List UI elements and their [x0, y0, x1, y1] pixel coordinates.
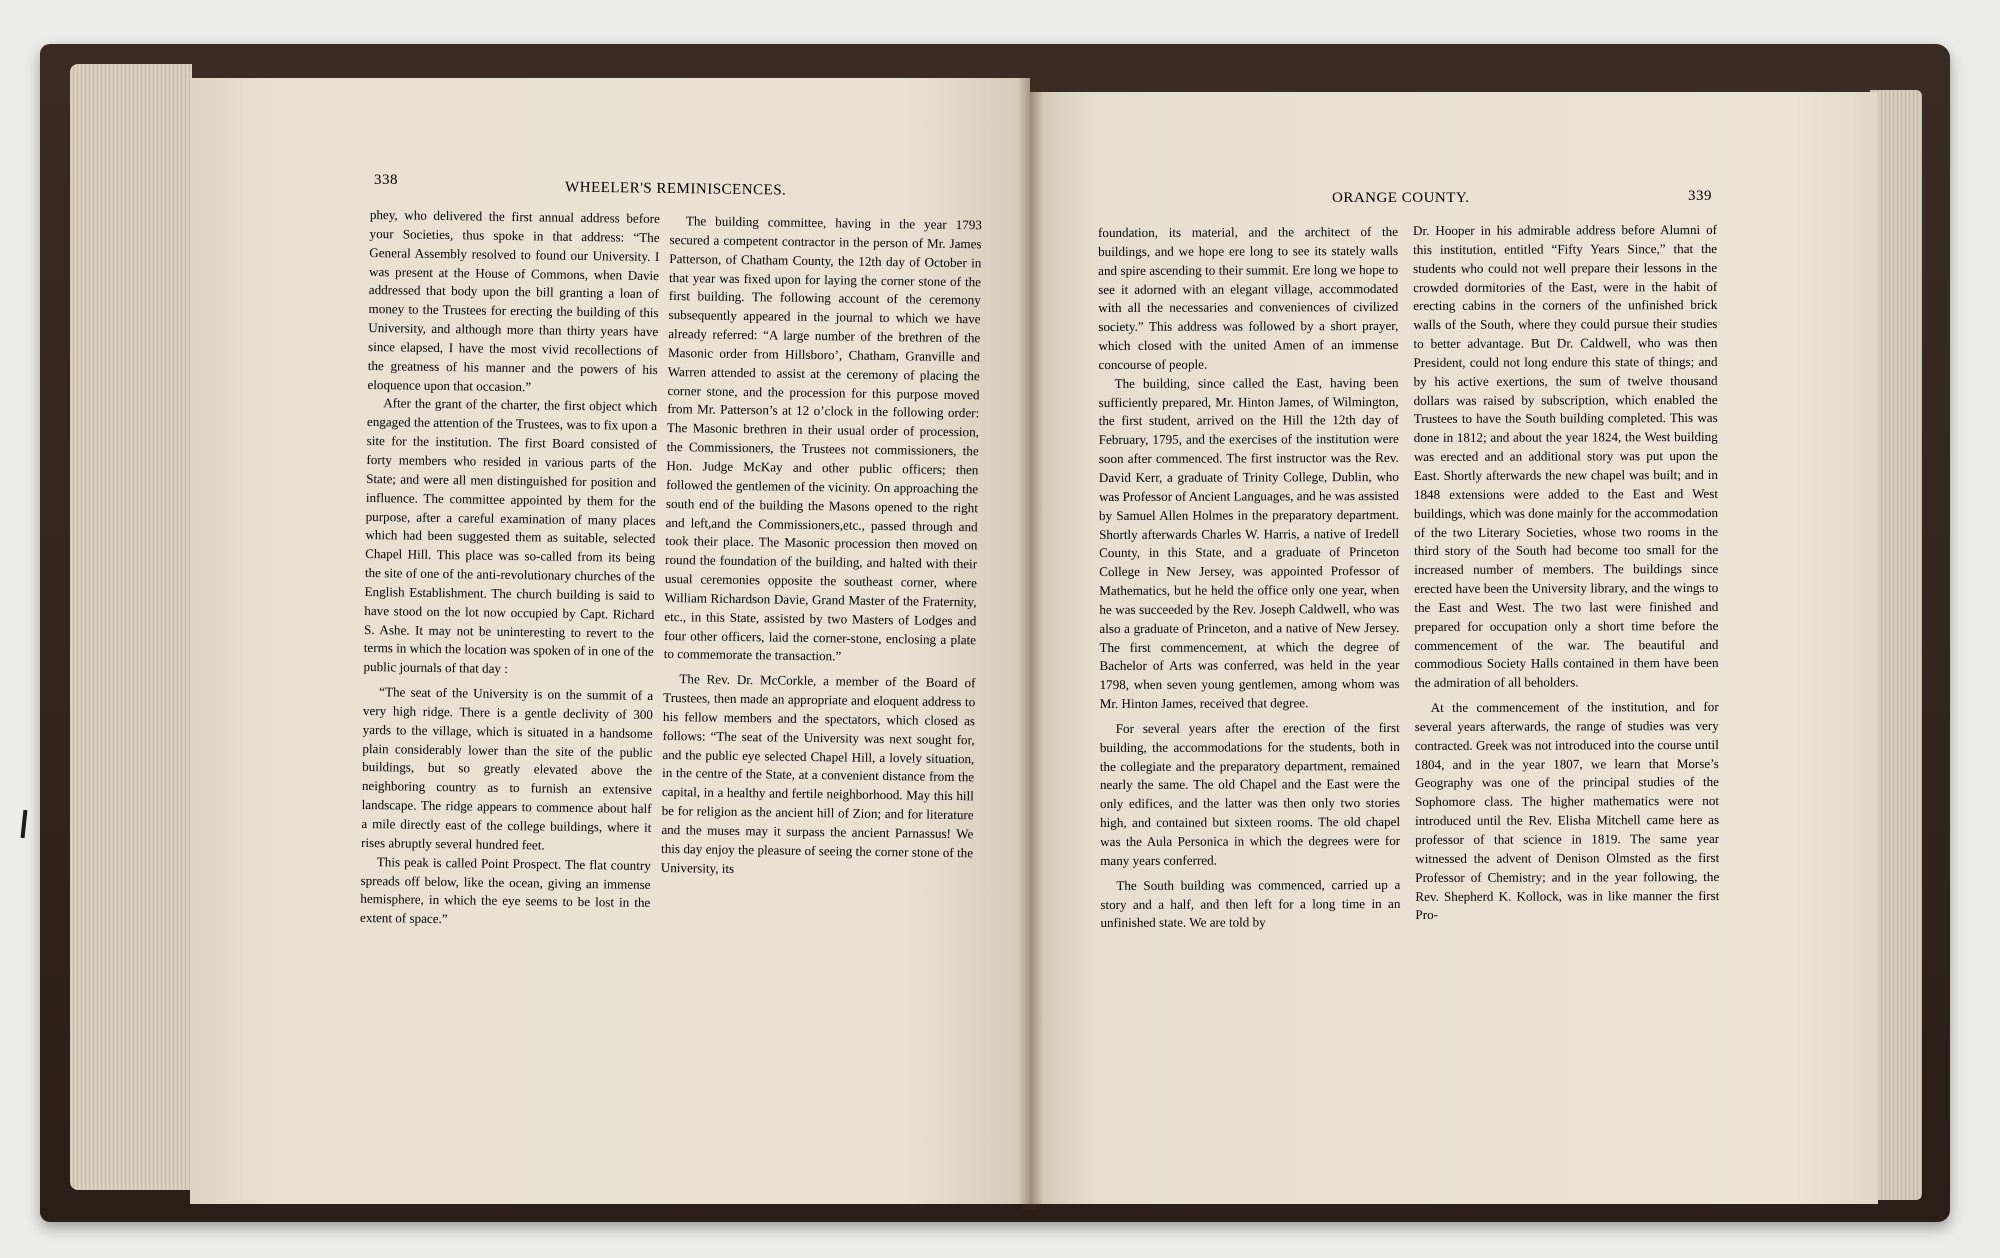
paragraph: This peak is called Point Prospect. The flat country spreads off below, like the ocean, giving an immense hemisphere, in which the eye seems to be lost in the extent of space.” [359, 853, 651, 927]
paragraph: The building committee, having in the year 1793 secured a competent contractor in the person of Mr. James Patterson, of Chatham County, the 12th day of October in that year was fixed upon for laying the corner stone of the first building. The following account of the ceremony subsequently appeared in the journal to which we have already referred: “A large number of the brethren of the Masonic order from Hillsboro’, Chatham, Granville and Warren attended to assist at the ceremony of placing the corner stone, and the procession for this purpose moved from Mr. Patterson’s at 12 o’clock in the following order: The Masonic brethren in their usual order of procession, the Commissioners, the Trustees not commissioners, the Hon. Judge McKay and other public officers; then followed the gentlemen of the vicinity. On approaching the south end of the building the Masons opened to the right and left,and the Commissioners,etc., passed through and took their place. The Masonic procession then moved on round the foundation of the building, and halted with their usual ceremonies opposite the southeast corner, where William Richardson Davie, Grand Master of the Fraternity, etc., in this State, assisted by two Masters of Lodges and four other officers, laid the corner-stone, enclosing a plate to commemorate the transaction.” [663, 213, 982, 664]
paragraph: foundation, its material, and the architect of the buildings, and we hope ere long to see its stately walls and spire ascending to their summit. Ere long we hope to see it adorned with an elegant village, accommodated with all the necessaries and conveniences of civilized society.” This address was followed by a short prayer, which closed with the united Amen of an immense concourse of people. [1098, 223, 1399, 372]
left-page-column-1 [360, 206, 660, 932]
left-running-title: WHEELER'S REMINISCENCES. [564, 179, 787, 199]
right-running-title: ORANGE COUNTY. [1332, 190, 1470, 206]
right-page-number: 339 [1688, 188, 1712, 204]
paragraph: The Rev. Dr. McCorkle, a member of the Board of Trustees, then made an appropriate and eloquent address to his fellow members and the spectators, which closed as follows: “The seat of the University was next sought for, and the public eye selected Chapel Hill, a lovely situation, in the centre of the State, at a convenient distance from the capital, in a healthy and fertile neighborhood. May this hill be for religion as the ancient hill of Zion; and for literature and the muses may it surpass the ancient Parnassus! We this day enjoy the pleasure of seeing the corner stone of the University, its [660, 671, 976, 876]
paragraph: At the commencement of the institution, and for several years afterwards, the range of studies was very contracted. Greek was not introduced into the course until 1804, and in the year 1807, we learn that Morse’s Geography was one of the principal studies of the Sophomore class. The higher mathematics were not introduced until the Rev. Elisha Mitchell came here as professor of that science in 1819. The same year witnessed the advent of Denison Olmsted as the first Professor of Chemistry; and in the year following, the Rev. Shepherd K. Kollock, was in like manner the first Pro- [1414, 699, 1720, 923]
paragraph: The South building was commenced, carried up a story and a half, and then left for a long time in an unfinished state. We are told by [1100, 876, 1401, 931]
paragraph: For several years after the erection of the first building, the accommodations for the students, both in the collegiate and the preparatory department, remained nearly the same. The old Chapel and the East were the only edifices, and the latter was then only two stories high, and contained but sixteen rooms. The old chapel was the Aula Personica in which the degrees were for many years conferred. [1099, 719, 1401, 868]
left-page-column-2 [661, 212, 982, 882]
paragraph: “The seat of the University is on the summit of a very high ridge. There is a gentle declivity of 300 yards to the village, which is situated in a handsome plain considerably lower than the site of the public buildings, but so greatly elevated above the neighboring country as to furnish an extensive landscape. The ridge appears to commence about half a mile directly east of the college buildings, where it rises abruptly several hundred feet. [361, 684, 654, 853]
right-page-column-2 [1413, 221, 1719, 925]
margin-mark [21, 810, 28, 838]
paragraph: phey, who delivered the first annual address before your Societies, thus spoke in that address: “The General Assembly resolved to found our University. I was present at the House of Commons, when Davie addressed that body upon the bill granting a loan of money to the Trustees for erecting the building of this University, and although more than thirty years have since elapsed, I have the most vivid recollections of the greatness of his manner and the powers of his eloquence upon that occasion.” [367, 206, 660, 394]
paragraph: The building, since called the East, having been sufficiently prepared, Mr. Hinton James, of Wilmington, the first student, arrived on the Hill the 12th day of February, 1795, and the exercises of the institution were soon after commenced. The first instructor was the Rev. David Kerr, a graduate of Trinity College, Dublin, who was Professor of Ancient Languages, and he was assisted by Samuel Allen Holmes in the preparatory department. Shortly afterwards Charles W. Harris, a native of Iredell County, in this State, and a graduate of Princeton College in New Jersey, was appointed Professor of Mathematics, but he held the office only one year, when he was succeeded by the Rev. Joseph Caldwell, who was also a graduate of Princeton, and a native of New Jersey. The first commencement, at which the degree of Bachelor of Arts was conferred, was held in the year 1798, when seven young gentlemen, among whom was Mr. Hinton James, received that degree. [1098, 374, 1400, 712]
book-gutter [1018, 70, 1044, 1210]
page-edges-left [70, 64, 192, 1190]
left-page-number: 338 [374, 172, 398, 188]
paragraph: After the grant of the charter, the first object which engaged the attention of the Trustees, was to fix upon a site for the institution. The first Board consisted of forty members who resided in various parts of the State; and were all men distinguished for position and influence. The committee appointed by them for the purpose, after a careful examination of many places which had been suggested them as suitable, selected Chapel Hill. This place was so-called from its being the site of one of the anti-revolutionary churches of the English Establishment. The church building is said to have stood on the lot now occupied by Capt. Richard S. Ashe. It may not be uninteresting to revert to the terms in which the location was spoken of in one of the public journals of that day : [363, 395, 658, 677]
right-page-column-1 [1098, 223, 1400, 933]
paragraph: Dr. Hooper in his admirable address before Alumni of this institution, entitled “Fifty Years Since,” that the students who could not well prepare their lessons in the crowded dormitories of the East, were in the habit of erecting cabins in the corners of the unfinished brick walls of the South, where they could pursue their studies to better advantage. But Dr. Caldwell, who was then President, could not long endure this state of things; and by his active exertions, the sum of twelve thousand dollars was raised by subscription, which enabled the Trustees to have the South building completed. This was done in 1812; and about the year 1824, the West building was erected and an additional story was put upon the East. Shortly afterwards the new chapel was built; and in 1848 extensions were added to the East and West buildings, which was done mainly for the accommodation of the two Literary Societies, whose two rooms in the third story of the South had become too small for the increased number of members. The buildings since erected have been the University library, and the wings to the East and West. The two last were finished and prepared for occupation only a short time before the commencement of the war. The beautiful and commodious Society Halls contained in them have been the admiration of all beholders. [1413, 221, 1719, 691]
